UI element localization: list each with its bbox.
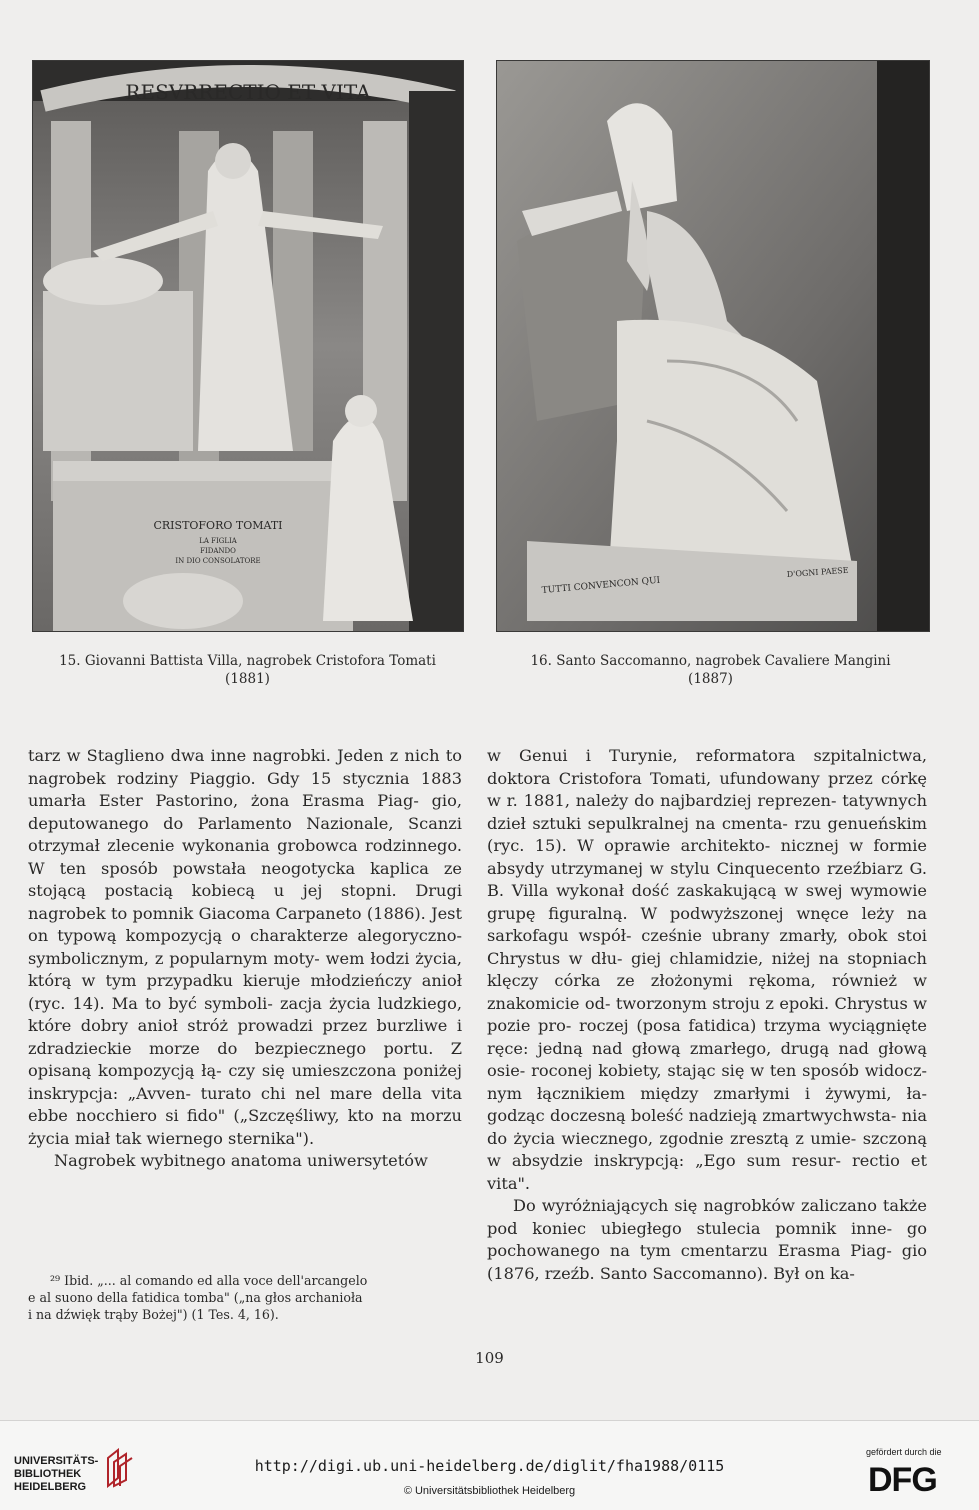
text-line: nicznej w formie absydy utrzymanej w stylu [487, 836, 927, 878]
right-column-paragraph-1 [487, 745, 927, 1195]
apse-inscription: RESVRRECTIO ET VITA [125, 80, 371, 104]
text-line: czy się umieszczona poniżej inskrypcja: „Avven- [28, 1061, 462, 1103]
footnote-line-3: i na dźwięk trąby Bożej") (1 Tes. 4, 16). [28, 1307, 279, 1322]
figure-16-caption-year: (1887) [688, 671, 733, 687]
figure-15-caption-year: (1881) [225, 671, 270, 687]
footnote-line-2: e al suono della fatidica tomba" („na głos archanioła [28, 1290, 363, 1305]
text-line: ze złożonymi rękoma, również w znakomicie od- [487, 971, 927, 1013]
permalink-url[interactable]: http://digi.ub.uni-heidelberg.de/diglit/fha1988/0115 [254, 1457, 725, 1475]
left-column [28, 745, 462, 1173]
text-line: zacja życia ludzkiego, które dobry anioł stróż [28, 993, 462, 1035]
figure-15-photo [32, 60, 464, 632]
figure-15-image [33, 61, 463, 631]
text-line: także pod koniec ubiegłego stulecia pomnik inne- [487, 1196, 927, 1238]
text-line: kaplica ze stojącą postacią kobiecą u jej stopni. [28, 858, 463, 900]
text-line: młodzieńczy anioł (ryc. 14). Ma to być symboli- [28, 971, 462, 1013]
text-line: cześnie ubrany zmarły, obok stoi Chrystus w dłu- [487, 926, 927, 968]
figure-16-image [497, 61, 929, 631]
tomb-inscription-right: D'OGNI PAESE [786, 565, 849, 579]
figure-16-photo [496, 60, 930, 632]
sponsor-label: gefördert durch die [866, 1447, 942, 1457]
left-column-paragraph-2: Nagrobek wybitnego anatoma uniwersytetów [54, 1151, 428, 1170]
library-name-line-1: UNIVERSITÄTS- [14, 1455, 99, 1467]
left-column-paragraph-1 [28, 745, 462, 1150]
tomb-inscription-left: TUTTI CONVENCON QUI [541, 575, 661, 596]
tomb-inscription-1: LA FIGLIA [199, 537, 237, 545]
text-line: roczej (posa fatidica) trzyma wyciągnięte ręce: [487, 1016, 927, 1058]
text-line: rzu genueńskim (ryc. 15). W oprawie architekto- [487, 813, 927, 855]
text-line: tarz w Staglieno dwa inne nagrobki. Jeden z nich [28, 746, 440, 765]
text-line: do bezpiecznego portu. Z opisaną kompozycją łą- [28, 1038, 462, 1080]
tomb-inscription-3: IN DIO CONSOLATORE [175, 557, 261, 565]
text-line: go pochowanego na tym cmentarzu Erasma Piag- [487, 1218, 927, 1260]
text-line: godząc doczesną boleść nadzieją zmartwychwsta- [487, 1106, 897, 1125]
library-name-line-2: BIBLIOTHEK [14, 1468, 82, 1480]
text-line: zaskakującą w swej wymowie grupę figuralną. [487, 881, 927, 923]
text-line: giej chlamidzie, niżej na stopniach klęczy córka [487, 948, 927, 990]
figure-16-caption [488, 652, 933, 688]
text-line: Cinquecento rzeźbiarz G. B. Villa wykonał dość [487, 858, 927, 900]
right-column [487, 745, 927, 1285]
text-line: fido" („Szczęśliwy, kto na morzu życia miał tak [28, 1106, 462, 1148]
text-line: to nagrobek rodziny Piaggio. Gdy 15 stycznia [28, 746, 462, 788]
text-line: nia do życia wiecznego, zgodnie zresztą z umie- [487, 1106, 927, 1148]
text-line: wem łodzi życia, którą w tym przypadku kieruje [28, 948, 462, 990]
footnote [28, 1272, 462, 1323]
dfg-logo: DFG [868, 1461, 937, 1499]
text-line: gio, deputowanego do Parlamento Nazionale, [28, 791, 462, 833]
footnote-text: ²⁹ Ibid. „... al comando ed alla voce dell'arcangelo [50, 1273, 368, 1288]
text-line: córkę w r. 1881, należy do najbardziej reprezen- [487, 768, 927, 810]
text-line: rectio et vita". [487, 1151, 927, 1193]
copyright-notice: © Universitätsbibliothek Heidelberg [403, 1485, 576, 1497]
figure-15-caption [20, 652, 475, 688]
text-line: szczoną w absydzie inskrypcją: „Ego sum resur- [487, 1128, 927, 1170]
text-line: Drugi nagrobek to pomnik Giacoma Carpaneto [28, 881, 462, 923]
text-line: jedną nad głową zmarłego, drugą nad głową osie- [487, 1038, 927, 1080]
text-line: rodzinnego. W ten sposób powstała neogotycka [28, 836, 462, 878]
text-line: prowadzi przez burzliwe i zdradzieckie morze [28, 1016, 462, 1058]
text-line: 1883 umarła Ester Pastorino, żona Erasma Piag- [28, 768, 462, 810]
text-line: Scanzi otrzymał zlecenie wykonania grobowca [28, 813, 462, 855]
text-line: nym łącznikiem między zmarłymi i żywymi, ła- [487, 1083, 927, 1103]
footnote-line-1 [28, 1272, 462, 1289]
figure-15-caption-title: 15. Giovanni Battista Villa, nagrobek Cristofora Tomati [59, 653, 436, 669]
text-line: wiernego sternika"). [146, 1128, 315, 1148]
figure-16-caption-title: 16. Santo Saccomanno, nagrobek Cavaliere Mangini [530, 653, 891, 669]
library-name-line-3: HEIDELBERG [14, 1481, 87, 1493]
page-number: 109 [475, 1349, 504, 1367]
text-line: turato chi nel mare della vita ebbe nocchiero si [28, 1083, 462, 1125]
text-line: alegoryczno-symbolicznym, z popularnym moty- [28, 926, 462, 968]
text-line: doktora Cristofora Tomati, ufundowany przez [487, 768, 873, 788]
tomb-inscription-2: FIDANDO [200, 547, 236, 555]
text-line: (1886). Jest on typową kompozycją o charakterze [28, 903, 462, 945]
text-line: tatywnych dzieł sztuki sepulkralnej na cmenta- [487, 791, 927, 833]
text-line: Do wyróżniających się nagrobków zaliczano [513, 1196, 877, 1215]
text-line: roconej kobiety, stając się w ten sposób widocz- [531, 1061, 927, 1080]
text-line: gio (1876, rzeźb. Santo Saccomanno). Był on ka- [487, 1241, 927, 1283]
text-line: w Genui i Turynie, reformatora szpitalnictwa, [487, 746, 927, 765]
tomb-inscription-name: CRISTOFORO TOMATI [153, 519, 283, 532]
text-line: tworzonym stroju z epoki. Chrystus w pozie pro- [487, 993, 927, 1035]
right-column-paragraph-2 [487, 1195, 927, 1285]
text-line: W podwyższonej wnęce leży na sarkofagu współ- [487, 903, 927, 945]
